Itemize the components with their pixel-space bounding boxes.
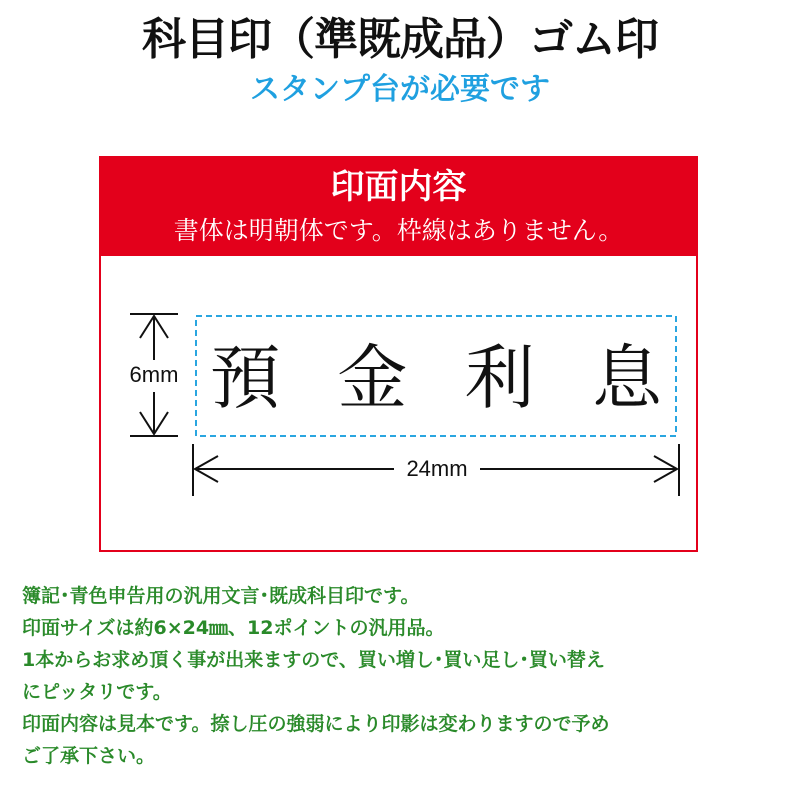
card-heading: 印面内容 [330,167,467,207]
description-line: にピッタリです。 [22,681,172,703]
description-line: ご了承下さい。 [22,745,156,767]
stamp-char: 利 [464,337,535,419]
stamp-char: 息 [591,337,662,419]
description-line: 1本からお求め頂く事が出来ますので、買い増し･買い足し･買い替え [22,649,605,671]
description-line: 印面内容は見本です。捺し圧の強弱により印影は変わりますので予め [22,713,610,735]
height-dimension-label: 6mm [124,361,184,389]
width-dimension-label: 24mm [394,455,480,483]
stamp-impression [196,326,676,430]
description-line: 印面サイズは約6×24㎜、12ポイントの汎用品。 [22,617,445,639]
product-description [22,580,792,772]
description-line: 簿記･青色申告用の汎用文言･既成科目印です。 [22,585,420,607]
page-title: 科目印（準既成品）ゴム印 [142,14,658,65]
card-note: 書体は明朝体です。枠線はありません。 [173,216,624,245]
stamp-char: 預 [210,337,280,419]
page-subtitle: スタンプ台が必要です [250,72,550,107]
stamp-char: 金 [337,337,408,419]
